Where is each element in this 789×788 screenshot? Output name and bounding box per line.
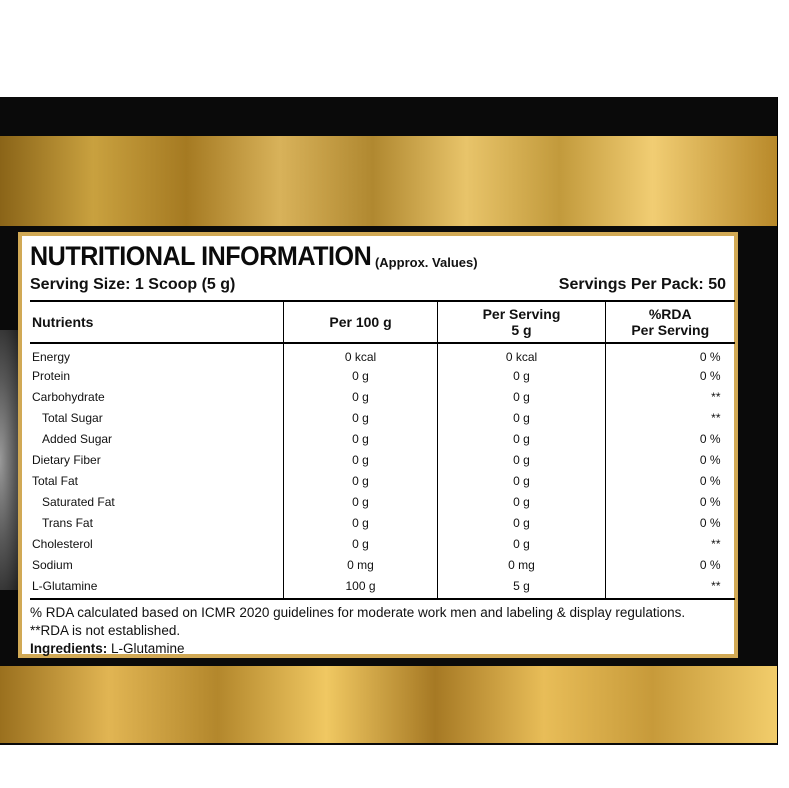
nutrient-rda: 0 % (606, 365, 735, 386)
nutrient-rda: ** (606, 386, 735, 407)
serving-size: Serving Size: 1 Scoop (5 g) (30, 276, 236, 293)
ingredients-value: L-Glutamine (107, 641, 185, 656)
nutrient-per-serving: 0 g (438, 428, 606, 449)
nutrient-per-serving: 0 g (438, 491, 606, 512)
header-nutrients: Nutrients (30, 301, 284, 343)
nutrient-per-serving: 0 mg (438, 554, 606, 575)
nutrient-rda: 0 % (606, 470, 735, 491)
nutrient-per-serving: 0 g (438, 512, 606, 533)
table-row (30, 386, 735, 407)
table-row (30, 343, 735, 365)
nutrient-per-100g: 0 g (284, 365, 438, 386)
header-rda: %RDA Per Serving (606, 301, 735, 343)
nutrient-name: Saturated Fat (42, 494, 115, 509)
nutrient-rda: 0 % (606, 491, 735, 512)
nutrient-per-serving: 0 kcal (438, 343, 606, 365)
nutrient-per-serving: 0 g (438, 533, 606, 554)
nutrient-name: Total Fat (32, 473, 79, 488)
table-row (30, 428, 735, 449)
nutrition-table-body (30, 343, 735, 599)
header-per-100g: Per 100 g (284, 301, 438, 343)
table-row (30, 554, 735, 575)
nutrient-name: Cholesterol (32, 536, 93, 551)
nutrient-per-100g: 0 kcal (284, 343, 438, 365)
servings-per-pack: Servings Per Pack: 50 (558, 276, 726, 293)
nutrient-per-100g: 0 g (284, 512, 438, 533)
table-row (30, 512, 735, 533)
nutrition-table (30, 300, 735, 600)
nutrient-rda: ** (606, 575, 735, 599)
nutrition-title: NUTRITIONAL INFORMATION (30, 241, 372, 271)
nutrition-panel (18, 232, 738, 658)
ingredients-label: Ingredients: (30, 641, 108, 656)
nutrient-per-100g: 0 g (284, 449, 438, 470)
nutrient-rda: 0 % (606, 343, 735, 365)
nutrient-per-100g: 0 g (284, 386, 438, 407)
gold-band-top (0, 136, 777, 226)
footnotes (30, 604, 726, 658)
nutrient-rda: ** (606, 533, 735, 554)
nutrition-panel-inner (22, 236, 734, 654)
nutrient-per-serving: 0 g (438, 365, 606, 386)
nutrient-per-100g: 0 g (284, 428, 438, 449)
table-row (30, 533, 735, 554)
table-header-row (30, 301, 735, 343)
table-row (30, 407, 735, 428)
nutrient-per-100g: 0 g (284, 407, 438, 428)
ingredients-line (30, 640, 726, 658)
nutrient-rda: ** (606, 407, 735, 428)
nutrient-name: Dietary Fiber (32, 452, 101, 467)
nutrient-rda: 0 % (606, 554, 735, 575)
nutrient-rda: 0 % (606, 428, 735, 449)
nutrient-per-serving: 0 g (438, 449, 606, 470)
nutrient-per-serving: 0 g (438, 470, 606, 491)
nutrient-name: Energy (32, 349, 71, 364)
nutrient-rda: 0 % (606, 449, 735, 470)
gold-band-bottom (0, 666, 777, 743)
nutrient-name: Trans Fat (42, 515, 93, 530)
nutrient-per-100g: 0 g (284, 533, 438, 554)
nutrient-name: L-Glutamine (30, 575, 284, 599)
nutrient-per-serving: 0 g (438, 407, 606, 428)
nutrient-per-100g: 0 mg (284, 554, 438, 575)
table-row (30, 491, 735, 512)
serving-info-row (30, 274, 726, 296)
nutrient-name: Protein (32, 368, 71, 383)
nutrient-per-serving: 5 g (438, 575, 606, 599)
table-row (30, 575, 735, 599)
nutrient-name: Added Sugar (42, 431, 113, 446)
nutrient-rda: 0 % (606, 512, 735, 533)
nutrient-per-100g: 0 g (284, 491, 438, 512)
nutrient-per-100g: 0 g (284, 470, 438, 491)
title-row (30, 240, 726, 272)
rda-note: % RDA calculated based on ICMR 2020 guidelines for moderate work men and labeling & display regulations. (30, 605, 686, 620)
nutrient-name: Sodium (32, 557, 73, 572)
table-row (30, 470, 735, 491)
nutrient-per-serving: 0 g (438, 386, 606, 407)
table-row (30, 449, 735, 470)
nutrient-per-100g: 100 g (284, 575, 438, 599)
rda-not-established-note: **RDA is not established. (30, 623, 181, 638)
table-row (30, 365, 735, 386)
header-per-serving: Per Serving 5 g (438, 301, 606, 343)
nutrient-name: Carbohydrate (32, 389, 105, 404)
nutrient-name: Total Sugar (42, 410, 103, 425)
approx-values-note: (Approx. Values) (374, 255, 478, 270)
